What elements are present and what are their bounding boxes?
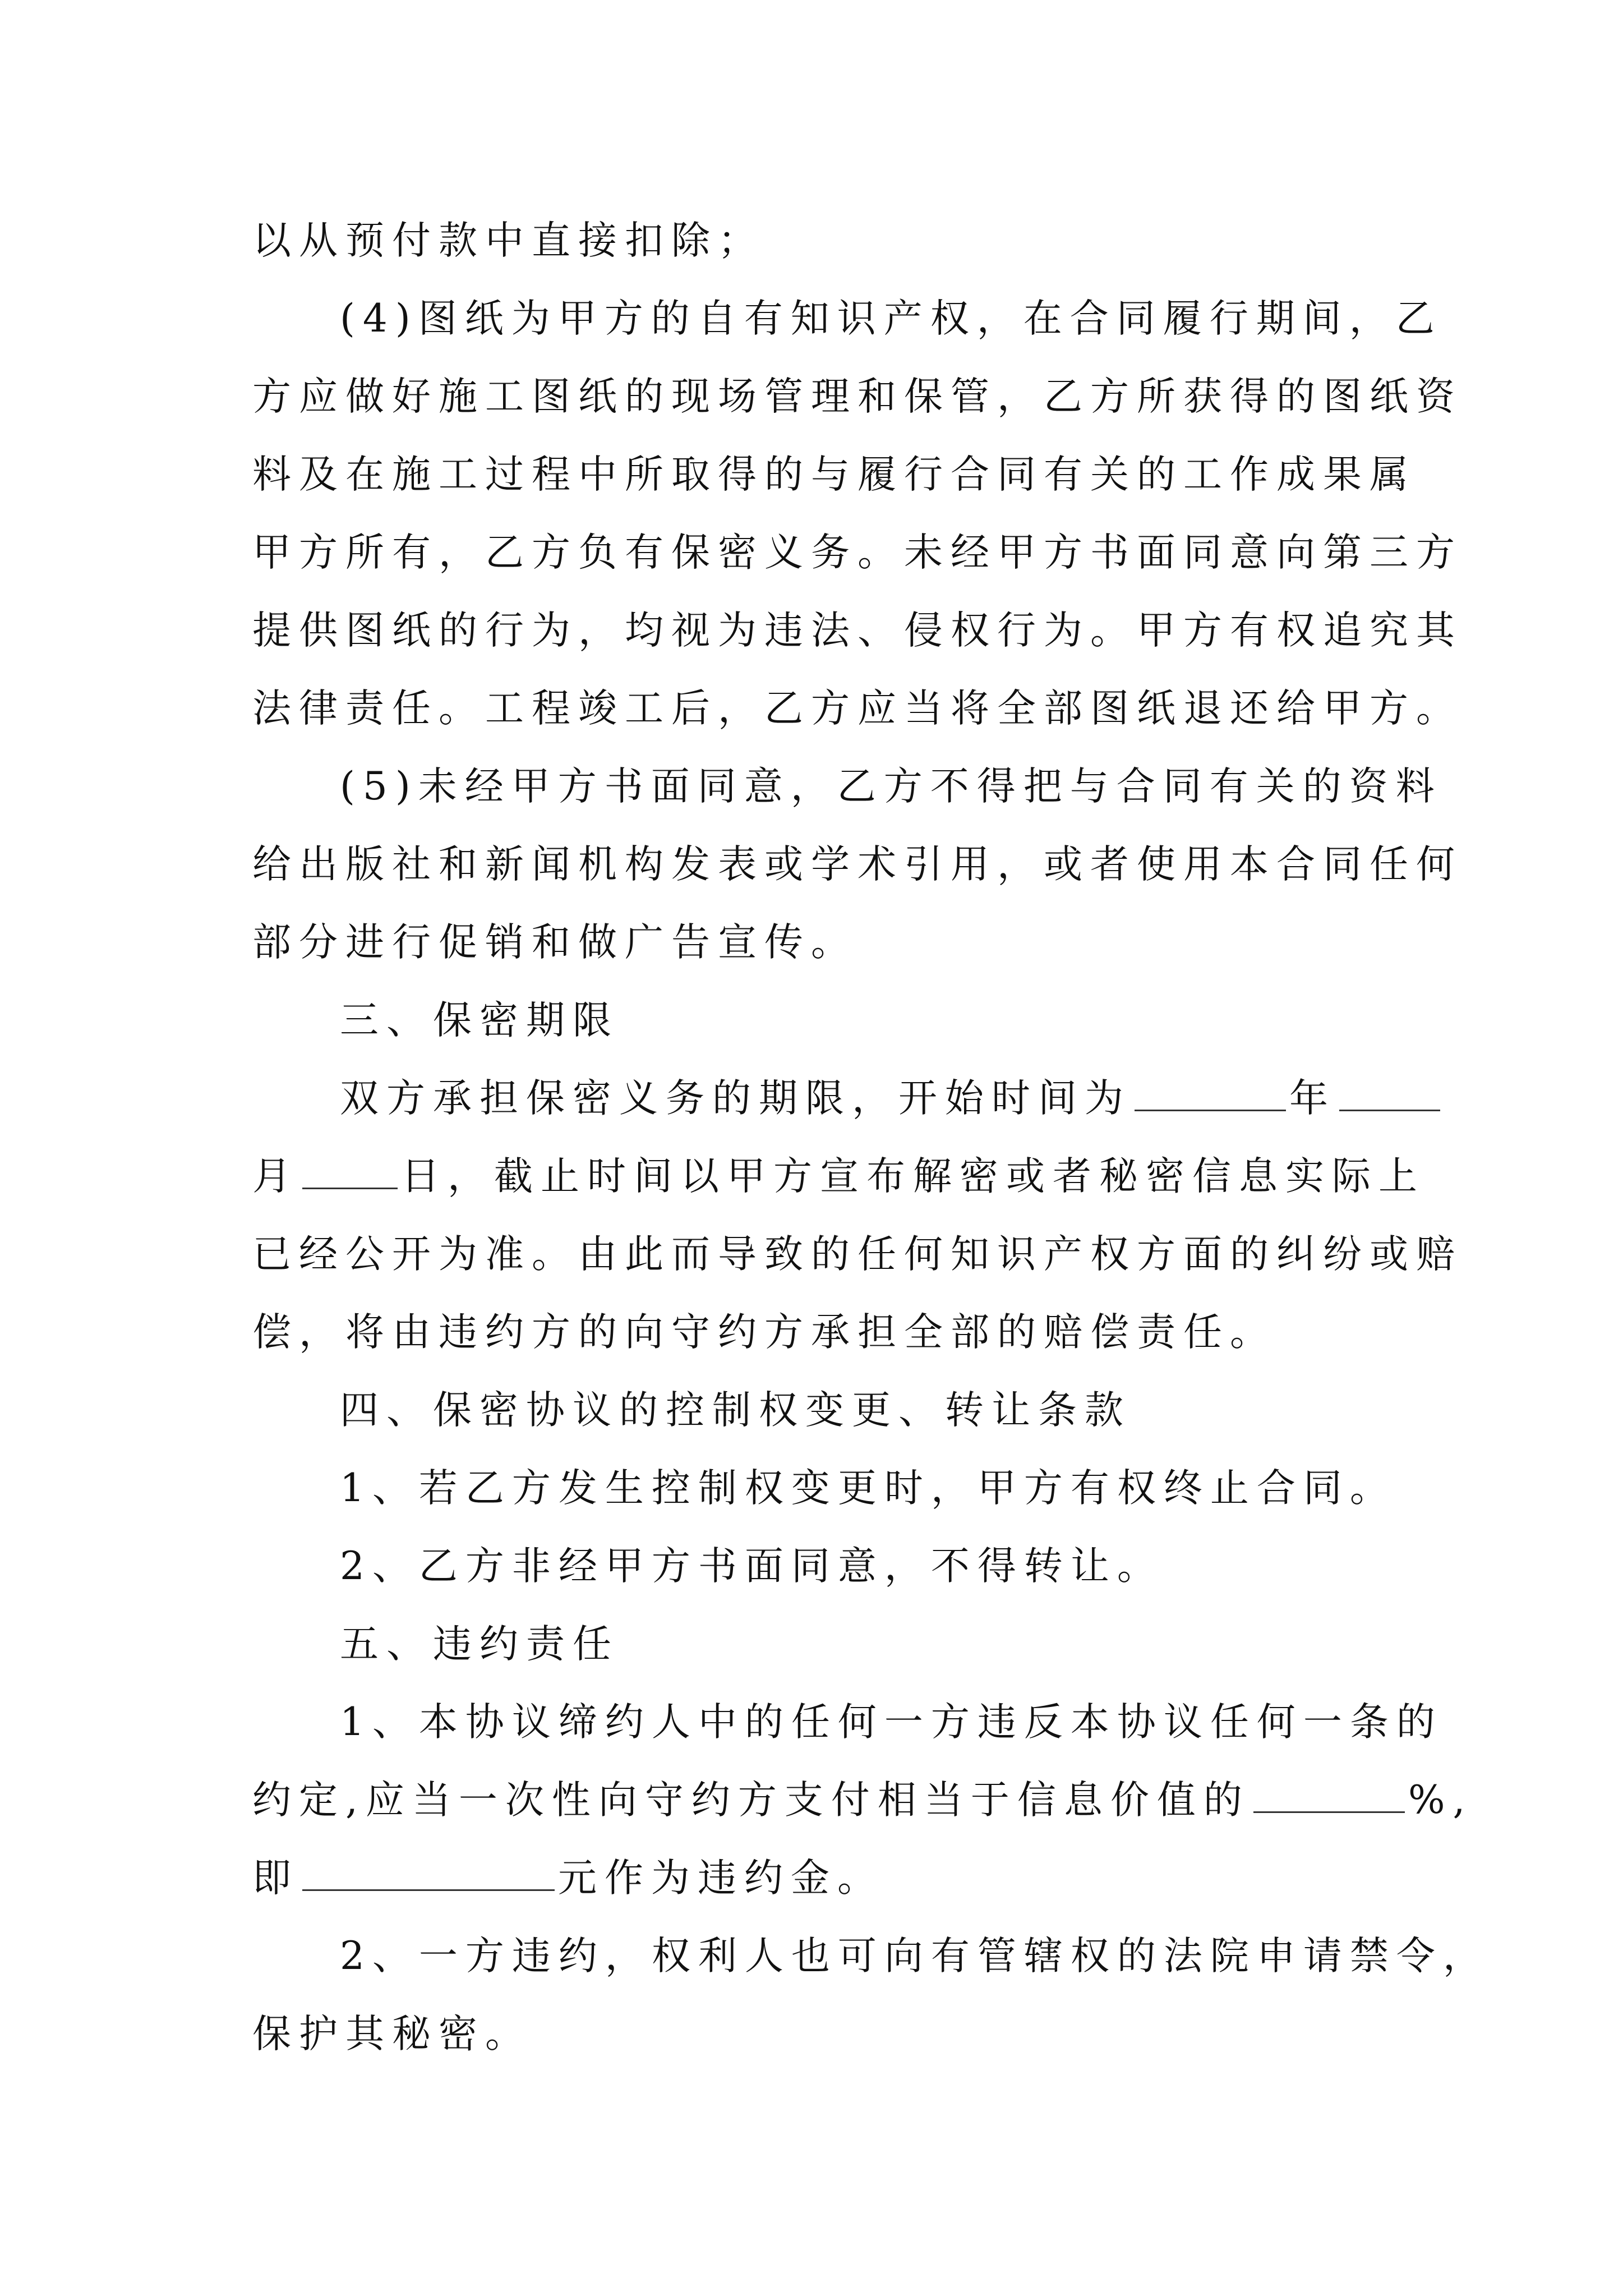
paragraph-5-start: (5)未经甲方书面同意，乙方不得把与合同有关的资料 (340, 764, 1442, 809)
term-line-2 (252, 1138, 1425, 1216)
text-line: 甲方所有，乙方负有保密义务。未经甲方书面同意向第三方 (252, 530, 1463, 575)
term-line-1 (252, 1060, 1396, 1138)
percent-blank (1253, 1775, 1405, 1813)
clause-4-1: 1、若乙方发生控制权变更时，甲方有权终止合同。 (340, 1466, 1396, 1511)
text-line: 以从预付款中直接扣除； (252, 218, 764, 263)
section-heading-liability: 五、违约责任 (340, 1622, 619, 1667)
penalty-line-1 (252, 1761, 1473, 1839)
penalty-line-2 (252, 1839, 1396, 1917)
text-line: 已经公开为准。由此而导致的任何知识产权方面的纠纷或赔 (252, 1232, 1463, 1277)
start-year-blank (1135, 1074, 1286, 1111)
penalty-prefix: 即 (252, 1856, 299, 1901)
text-line: 提供图纸的行为，均视为违法、侵权行为。甲方有权追究其 (252, 608, 1463, 653)
paragraph-4-start: (4)图纸为甲方的自有知识产权，在合同履行期间，乙 (340, 296, 1442, 341)
percent-label: %, (1408, 1778, 1473, 1823)
term-text: 双方承担保密义务的期限，开始时间为 (340, 1076, 1131, 1121)
amount-blank (302, 1853, 555, 1891)
start-month-blank (1339, 1074, 1440, 1111)
document-page (252, 202, 1490, 2073)
clause-5-2-start: 2、一方违约，权利人也可向有管辖权的法院申请禁令， (340, 1934, 1490, 1978)
text-line: 保护其秘密。 (252, 2012, 532, 2056)
penalty-text: 约定,应当一次性向守约方支付相当于信息价值的 (252, 1778, 1250, 1823)
text-line: 法律责任。工程竣工后，乙方应当将全部图纸退还给甲方。 (252, 686, 1463, 731)
section-heading-confidentiality-term: 三、保密期限 (340, 998, 619, 1043)
section-heading-control-transfer: 四、保密协议的控制权变更、转让条款 (340, 1388, 1131, 1433)
text-line: 方应做好施工图纸的现场管理和保管，乙方所获得的图纸资 (252, 374, 1463, 419)
year-label: 年 (1289, 1076, 1336, 1121)
text-line: 偿，将由违约方的向守约方承担全部的赔偿责任。 (252, 1310, 1276, 1355)
penalty-text-2: 元作为违约金。 (558, 1856, 884, 1901)
text-line: 给出版社和新闻机构发表或学术引用，或者使用本合同任何 (252, 842, 1463, 887)
text-line: 部分进行促销和做广告宣传。 (252, 920, 857, 965)
start-day-blank (302, 1152, 398, 1189)
clause-4-2: 2、乙方非经甲方书面同意，不得转让。 (340, 1544, 1164, 1589)
clause-5-1-start: 1、本协议缔约人中的任何一方违反本协议任何一条的 (340, 1700, 1443, 1745)
term-text-2: 日，截止时间以甲方宣布解密或者秘密信息实际上 (401, 1154, 1425, 1199)
text-line: 料及在施工过程中所取得的与履行合同有关的工作成果属 (252, 452, 1416, 497)
month-label: 月 (252, 1154, 299, 1199)
